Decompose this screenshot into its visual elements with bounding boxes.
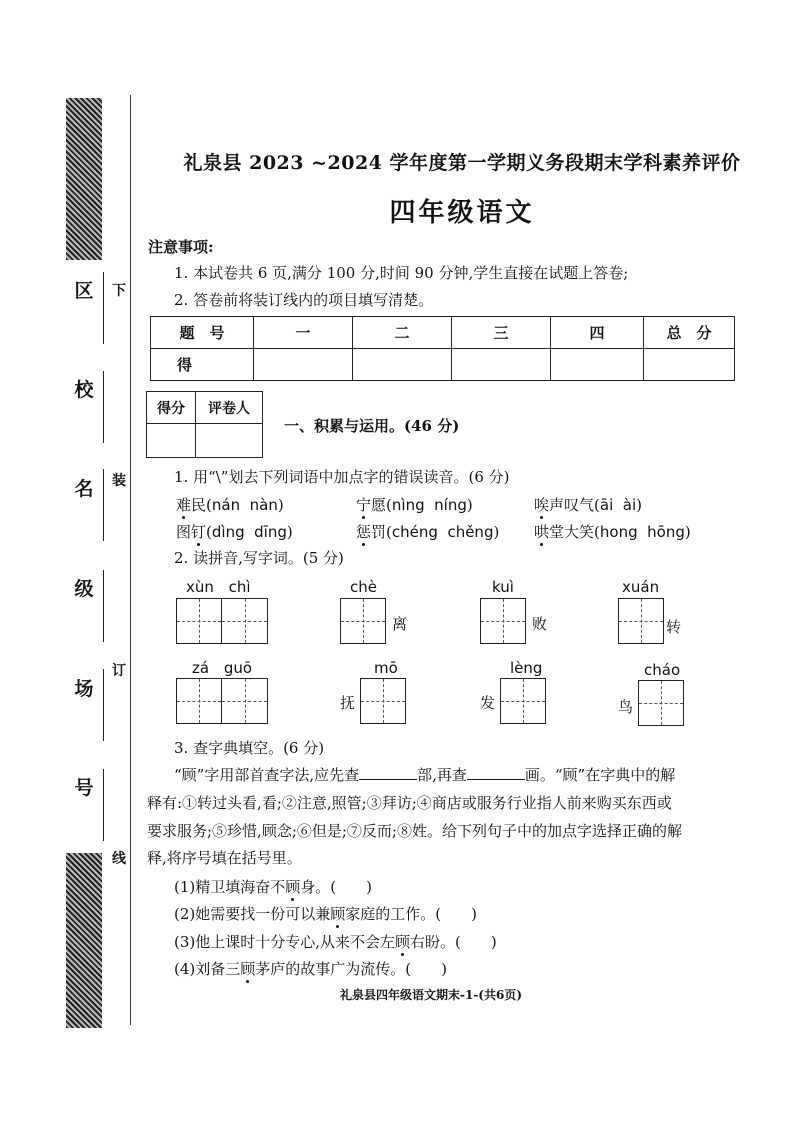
given-char: 转: [666, 618, 682, 636]
grader-score-cell[interactable]: [147, 424, 196, 458]
district-field-label: 区: [74, 280, 94, 302]
q3-line-2: 释有:①转过头看,看;②注意,照管;③拜访;④商店或服务行业指人前来购买东西或: [147, 794, 672, 812]
score-cell[interactable]: [254, 349, 353, 381]
binding-line-char: 装: [112, 473, 126, 489]
score-row-label: 得: [151, 349, 254, 381]
binding-divider: [103, 272, 104, 344]
exam-room-field-label: 场: [74, 678, 94, 700]
pinyin-label: zá guō: [192, 659, 253, 677]
given-char: 鸟: [618, 698, 634, 716]
pinyin-label: chè: [350, 578, 377, 596]
grader-box: [146, 391, 263, 458]
binding-line-char: 下: [112, 283, 126, 299]
grader-score-label: 得分: [147, 392, 196, 424]
score-header-total: 总 分: [644, 317, 735, 349]
stroke-blank[interactable]: [467, 765, 525, 780]
binding-line-char: 线: [112, 851, 126, 867]
exam-subtitle: 四年级语文: [389, 198, 535, 228]
given-char: 离: [392, 615, 408, 633]
school-field-label: 校: [74, 379, 94, 401]
grader-name-cell[interactable]: [196, 424, 263, 458]
score-header: 一: [254, 317, 353, 349]
score-header-label: 题 号: [151, 317, 254, 349]
q3-prompt: 3. 查字典填空。(6 分): [174, 739, 325, 757]
note-item: 1. 本试卷共 6 页,满分 100 分,时间 90 分钟,学生直接在试题上答卷;: [174, 264, 629, 282]
score-cell[interactable]: [353, 349, 452, 381]
score-header: 二: [353, 317, 452, 349]
q1-item: 图钉(dìng dīng): [176, 523, 293, 541]
q1-prompt: 1. 用“\”划去下列词语中加点字的错误读音。(6 分): [174, 468, 510, 486]
pinyin-label: lèng: [510, 659, 543, 677]
decorative-pattern-bottom: [66, 853, 102, 1028]
q2-prompt: 2. 读拼音,写字词。(5 分): [174, 549, 344, 567]
seat-number-field-label: 号: [74, 777, 94, 799]
char-grid[interactable]: [500, 678, 546, 724]
q1-item: 宁愿(nìng níng): [356, 496, 473, 514]
q1-item: 哄堂大笑(hong hōng): [534, 523, 691, 541]
section-1-title: 一、积累与运用。(46 分): [284, 417, 460, 435]
q3-sentence: (3)他上课时十分专心,从来不会左顾右盼。( ): [174, 933, 497, 951]
char-grid[interactable]: [638, 680, 684, 726]
q3-line-4: 释,将序号填在括号里。: [147, 849, 302, 867]
pinyin-label: mō: [374, 659, 398, 677]
q3-line-3: 要求服务;⑤珍惜,顾念;⑥但是;⑦反而;⑧姓。给下列句子中的加点字选择正确的解: [147, 822, 682, 840]
q3-sentence: (1)精卫填海奋不顾身。( ): [174, 878, 372, 896]
q3-sentence: (2)她需要找一份可以兼顾家庭的工作。( ): [174, 905, 477, 923]
binding-line-char: 订: [112, 663, 126, 679]
given-char: 败: [532, 615, 548, 633]
char-grid[interactable]: [618, 598, 664, 644]
decorative-pattern-top: [66, 98, 102, 260]
grader-name-label: 评卷人: [196, 392, 263, 424]
note-item: 2. 答卷前将装订线内的项目填写清楚。: [174, 291, 434, 309]
binding-divider: [103, 669, 104, 741]
binding-divider: [103, 769, 104, 841]
q3-line-1: “顾”字用部首查字法,应先查 部,再查 画。“顾”在字典中的解: [174, 766, 676, 784]
score-table: [150, 316, 735, 381]
binding-line: [130, 95, 131, 1025]
q1-item: 难民(nán nàn): [176, 496, 284, 514]
char-grid[interactable]: [480, 598, 526, 644]
pinyin-label: kuì: [492, 578, 514, 596]
char-grid[interactable]: [360, 678, 406, 724]
pinyin-label: xuán: [622, 578, 660, 596]
exam-title: 礼泉县 2023 ~2024 学年度第一学期义务段期末学科素养评价: [183, 152, 741, 174]
binding-divider: [103, 371, 104, 443]
page-footer: 礼泉县四年级语文期末-1-(共6页): [340, 988, 523, 1002]
score-cell[interactable]: [551, 349, 644, 381]
score-cell[interactable]: [644, 349, 735, 381]
given-char: 抚: [340, 694, 356, 712]
pinyin-label: cháo: [644, 661, 681, 679]
q1-item: 唉声叹气(āi ài): [534, 496, 643, 514]
radical-blank[interactable]: [359, 765, 417, 780]
q1-item: 惩罚(chéng chěng): [356, 523, 500, 541]
name-field-label: 名: [74, 478, 94, 500]
binding-divider: [103, 570, 104, 642]
score-header: 三: [452, 317, 551, 349]
given-char: 发: [480, 694, 496, 712]
char-grid[interactable]: [176, 678, 268, 724]
pinyin-label: xùn chì: [186, 578, 251, 596]
score-header: 四: [551, 317, 644, 349]
notes-heading: 注意事项:: [148, 238, 214, 256]
char-grid[interactable]: [176, 598, 268, 644]
char-grid[interactable]: [340, 598, 386, 644]
q3-sentence: (4)刘备三顾茅庐的故事广为流传。( ): [174, 960, 447, 978]
binding-divider: [103, 469, 104, 541]
grade-field-label: 级: [74, 578, 94, 600]
score-cell[interactable]: [452, 349, 551, 381]
